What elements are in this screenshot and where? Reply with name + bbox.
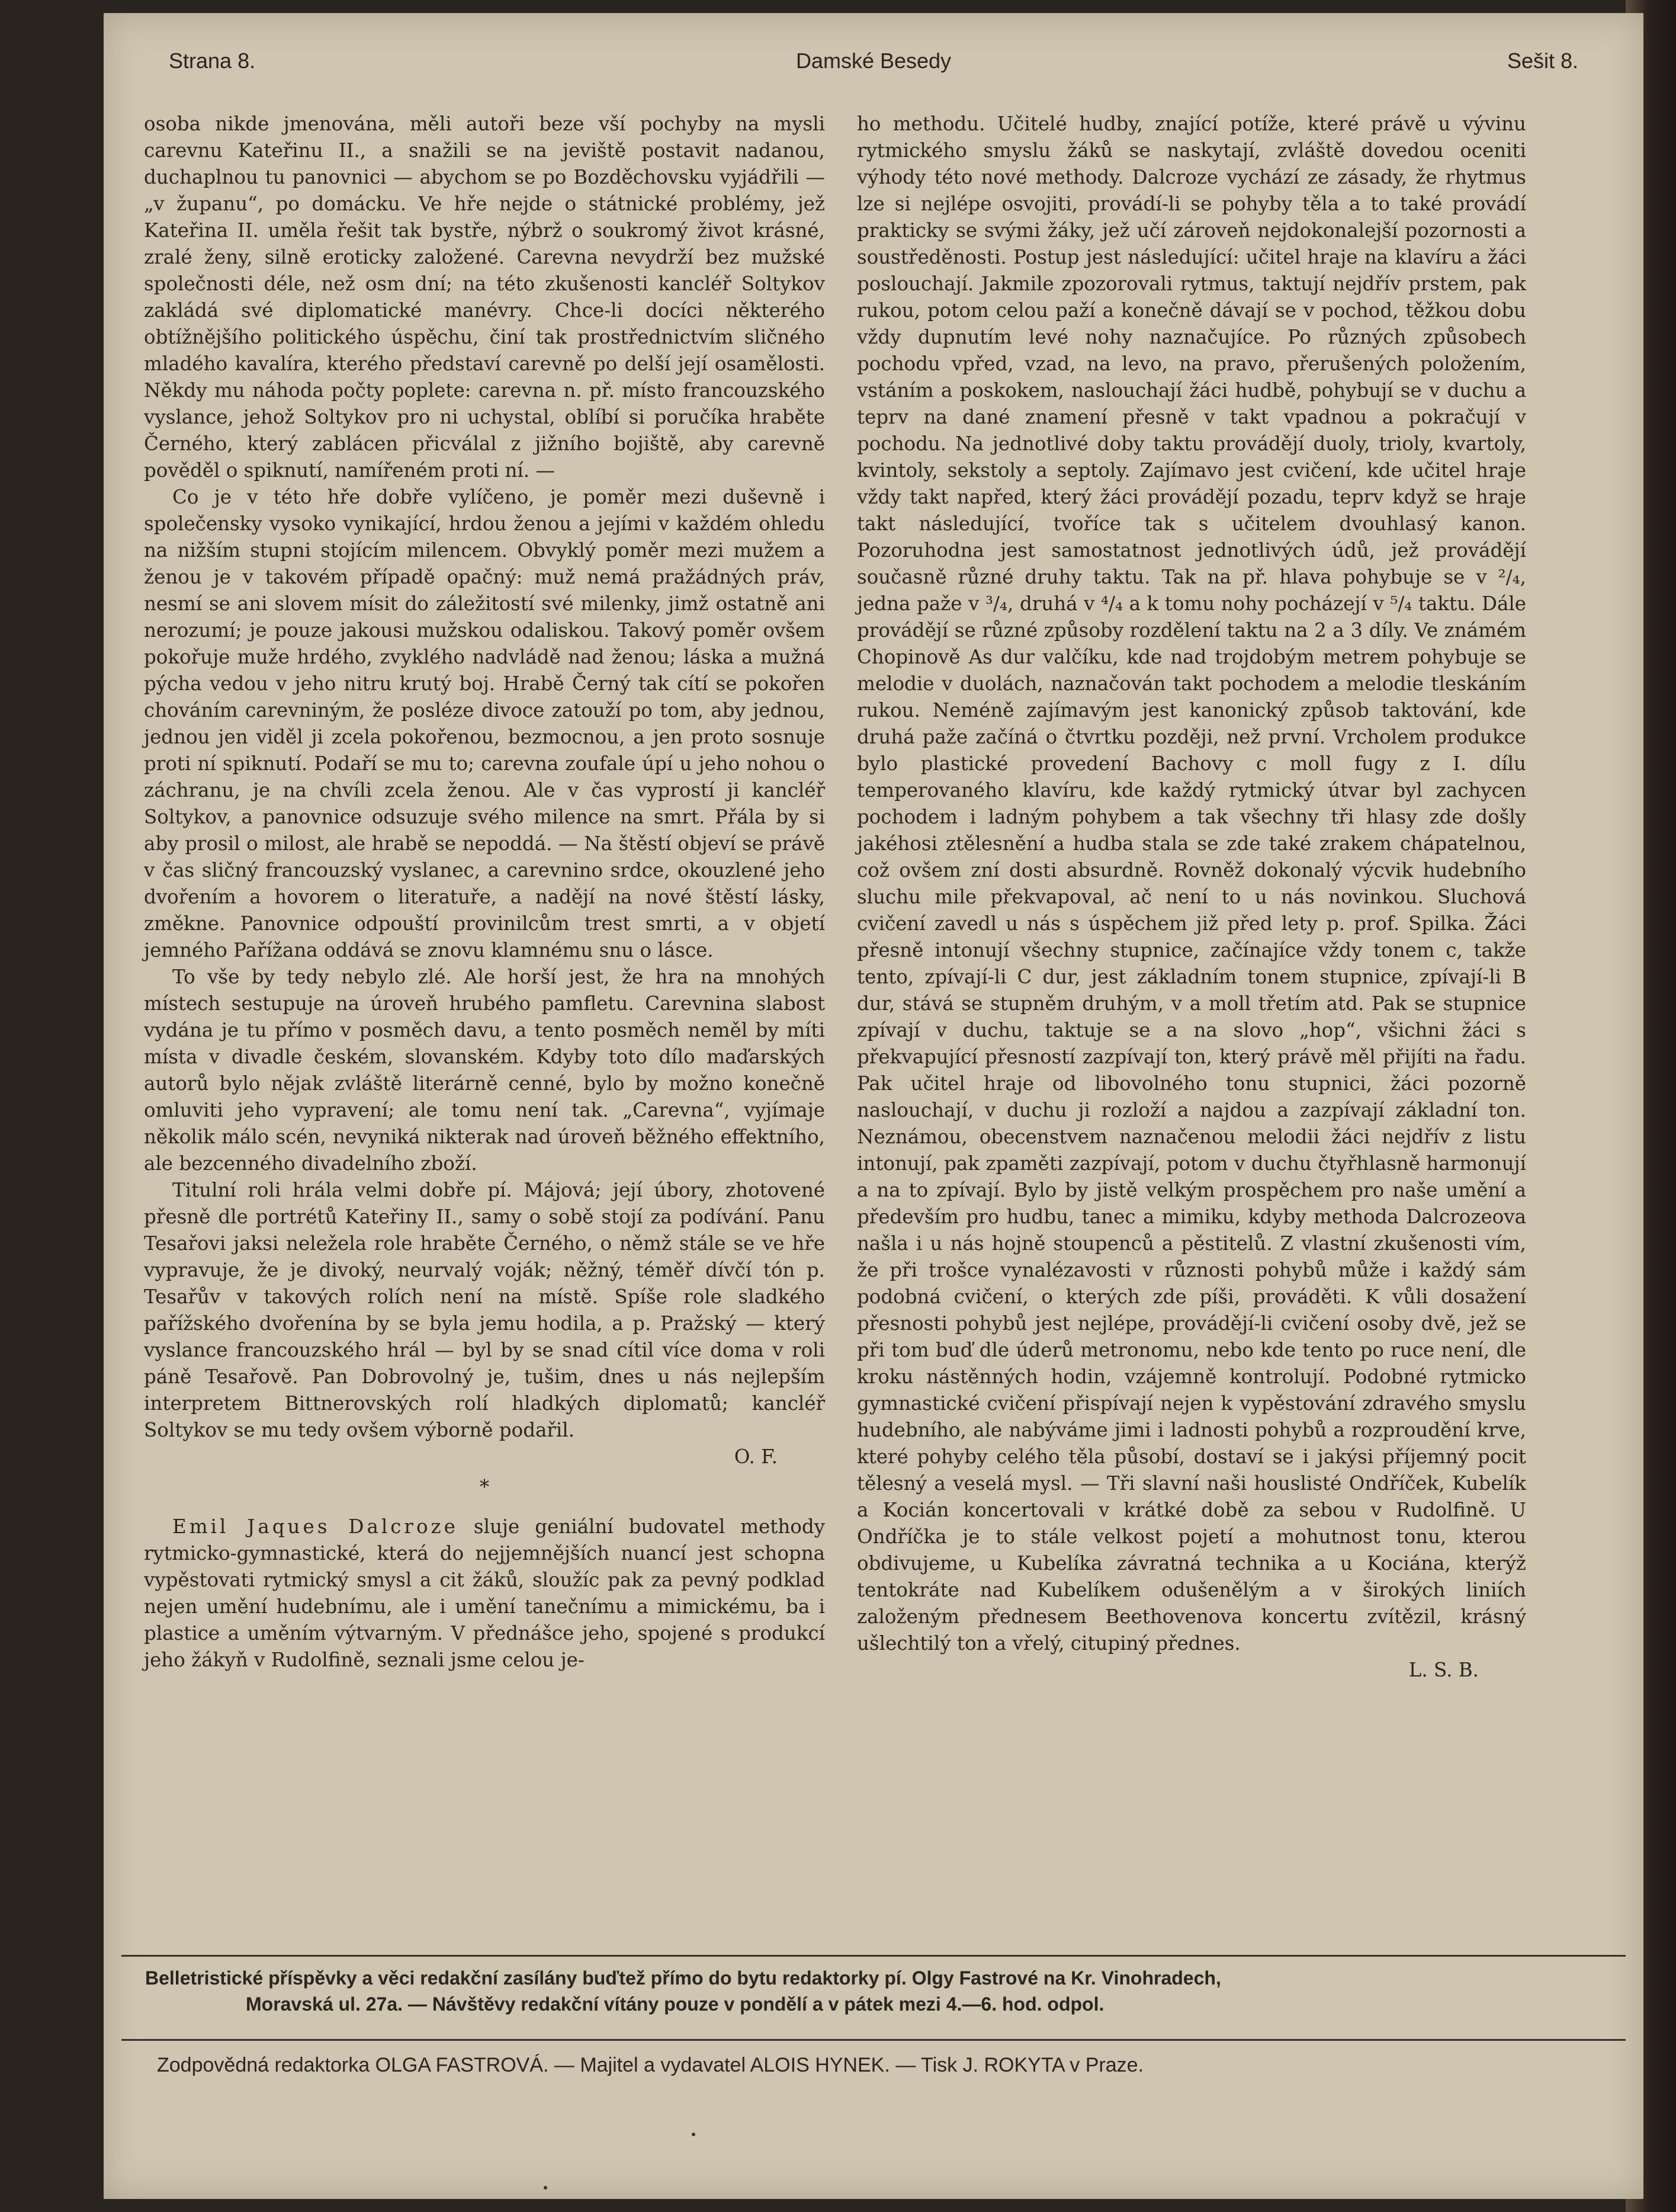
paragraph: Titulní roli hrála velmi dobře pí. Májová; její úbory, zhotovené přesně dle portrétů Kateřiny II., samy o sobě stojí za podívání. Panu Tesařovi jaksi neležela role hraběte Černého, o němž stále se ve hře vypravuje, že je divoký, neurvalý voják; něžný, téměř dívčí tón p. Tesařův v takových rolích není na místě. Spíše role sladkého pařížského dvořenína by se byla jemu hodila, a p. Pražský — který vyslance francouzského hrál — byl by se snad cítil více doma v roli páně Tesařově. Pan Dobrovolný je, tušim, dnes u nás nejlepším interpretem Bittnerovských rolí hladkých diplomatů; kancléř Soltykov se mu tedy ovšem výborně podařil.	[144, 1179, 825, 1441]
author-signature: L. S. B.	[1408, 1659, 1479, 1681]
editorial-notice	[145, 1965, 1543, 2017]
paper-speck	[544, 2186, 547, 2189]
left-column	[144, 111, 825, 1674]
paragraph: ho methodu. Učitelé hudby, znající potíže, které právě u vývinu rytmického smyslu žáků se naskytají, zvláště dovedou oceniti výhody této nové methody. Dalcroze vychází ze zásady, že rhytmus lze si nejlépe osvojiti, provádí-li se pohyby těla a to také provádí prakticky se svými žáky, jež učí zároveň nejdokonalejší pozornosti a soustředěnosti. Postup jest následující: učitel hraje na klavíru a žáci poslouchají. Jakmile zpozorovali rytmus, taktují nejdřív prstem, pak rukou, potom celou paží a konečně dávají se v pochod, těžkou dobu vždy dupnutím levé nohy naznačujíce. Po různých způsobech pochodu vpřed, vzad, na levo, na pravo, přerušených položením, vstáním a poskokem, naslouchají žáci hudbě, pohybují se v duchu a teprv na dané znamení přesně v takt vpadnou a pokračují v pochodu. Na jednotlivé doby taktu provádějí duoly, trioly, kvartoly, kvintoly, sekstoly a septoly. Zajímavo jest cvičení, kde učitel hraje vždy takt napřed, který žáci provádějí pozadu, teprv když se hraje takt následující, tvoříce tak s učitelem dvouhlasý kanon. Pozoruhodna jest samostatnost jednotlivých údů, jež provádějí současně různé druhy taktu. Tak na př. hlava pohybuje se v ²/₄, jedna paže v ³/₄, druhá v ⁴/₄ a k tomu nohy pocházejí v ⁵/₄ taktu. Dále provádějí se různé způsoby rozdělení taktu na 2 a 3 díly. Ve známém Chopinově As dur valčíku, kde nad trojdobým metrem pohybuje se melodie v duolách, naznačován takt pochodem a melodie tleskáním rukou. Neméně zajímavým jest kanonický způsob taktování, kde druhá paže začíná o čtvrtku později, než první. Vrcholem produkce bylo plastické provedení Bachovy c moll fugy z I. dílu temperovaného klavíru, kde každý rytmický útvar byl zachycen pochodem i ladným pohybem a tak všechny tři hlasy zde došly jakéhosi ztělesnění a hudba stala se zde také zrakem chápatelnou, což ovšem zní dosti absurdně. Rovněž dokonalý výcvik hudebního sluchu mile překvapoval, ač není to u nás novinkou. Sluchová cvičení zavedl u nás s úspěchem již před lety p. prof. Spilka. Žáci přesně intonují všechny stupnice, začínajíce vždy tonem c, takže tento, zpívají-li C dur, jest základním tonem stupnice, zpívají-li B dur, stává se stupněm druhým, v a moll třetím atd. Pak se stupnice zpívají v duchu, taktuje se a na slovo „hop“, všichni žáci s překvapující přesností zazpívají ton, který právě měl přijíti na řadu. Pak učitel hraje od libovolného tonu stupnici, žáci pozorně naslouchají, v duchu ji rozloží a najdou a zazpívají základní ton. Neznámou, obecenstvem naznačenou melodii žáci nejdřív z listu intonují, pak zpaměti zazpívají, potom v duchu čtyřhlasně harmonují a na to zpívají. Bylo by jistě velkým prospěchem pro naše umění a především pro hudbu, tanec a mimiku, kdyby methoda Dalcrozeova našla i u nás hojně stoupenců a pěstitelů. Z vlastní zkušenosti vím, že při trošce vynalézavosti v různosti pohybů může i každý sám podobná cvičení, o kterých zde píši, prováděti. K vůli dosažení přesnosti pohybů jest nejlépe, provádějí-li cvičení osoby dvě, jež se při tom buď dle úderů metronomu, nebo kde tento po ruce není, dle kroku nástěnných hodin, vzájemně kontrolují. Podobné rytmicko gymnastické cvičení přispívají nejen k vypěstování zdravého smyslu hudebního, ale nabýváme jimi i ladnosti pohybů a rozproudění krve, které pohyby celého těla působí, dostaví se i jakýsi příjemný pocit tělesný a veselá mysl. — Tři slavní naši houslisté Ondříček, Kubelík a Kocián koncertovali v krátké době za sebou v Rudolfině. U Ondříčka je to stále velkost pojetí a mohutnost tonu, kterou obdivujeme, u Kubelíka závratná technika a u Kociána, kterýž tentokráte nad Kubelíkem odušenělým a v širokých liniích založeným přednesem Beethovenova koncertu zvítězil, krásný ušlechtilý ton a vřelý, citupiný přednes.	[857, 113, 1526, 1655]
page-header	[169, 49, 1578, 90]
paragraph: Co je v této hře dobře vylíčeno, je poměr mezi duševně i společensky vysoko vynikající, hrdou ženou a jejími v každém ohledu na nižším stupni stojícím milencem. Obvyklý poměr mezi mužem a ženou je v takovém případě opačný: muž nemá pražádných práv, nesmí se ani slovem mísit do záležitostí své milenky, jimž ostatně ani nerozumí; je pouze jakousi mužskou odaliskou. Takový poměr ovšem pokořuje muže hrdého, zvyklého nadvládě nad ženou; láska a mužná pýcha vedou v jeho nitru krutý boj. Hrabě Černý tak cítí se pokořen chováním carevniným, že posléze divoce zatouží po tom, aby jednou, jednou jen viděl ji zcela pokořenou, bezmocnou, a jen proto sosnuje proti ní spiknutí. Podaří se mu to; carevna zoufale úpí u jeho nohou o záchranu, je na chvíli zcela ženou. Ale v čas vyprostí ji kancléř Soltykov, a panovnice odsuzuje svého milence na smrt. Přála by si aby prosil o milost, ale hrabě se nepoddá. — Na štěstí objeví se právě v čas sličný francouzský vyslanec, a carevnino srdce, okouzlené jeho dvořením a hovorem o literatuře, a nadějí na nové štěstí lásky, změkne. Panovnice odpouští provinilcům trest smrti, a v objetí jemného Pařížana oddává se znovu klamnému snu o lásce.	[144, 486, 825, 961]
paragraph: osoba nikde jmenována, měli autoři beze vší pochyby na mysli carevnu Kateřinu II., a snažili se na jeviště postavit nadanou, duchaplnou tu panovnici — abychom se po Bozděchovsku vyjádřili — „v županu“, po domácku. Ve hře nejde o státnické problémy, jež Kateřina II. uměla řešit tak bystře, nýbrž o soukromý život krásné, zralé ženy, silně eroticky založené. Carevna nevydrží bez mužské společnosti déle, než osm dní; na této zkušenosti kancléř Soltykov zakládá své diplomatické manévry. Chce-li docíci některého obtížnějšího politického úspěchu, činí tak prostřednictvím sličného mladého kavalíra, kterého představí carevně po delší její osamělosti. Někdy mu náhoda počty poplete: carevna n. př. místo francouzského vyslance, jehož Soltykov pro ni uchystal, oblíbí si poručíka hraběte Černého, který zablácen přicválal z jižního bojiště, aby carevně pověděl o spiknutí, namířeném proti ní. —	[144, 113, 825, 482]
paragraph: To vše by tedy nebylo zlé. Ale horší jest, že hra na mnohých místech sestupuje na úroveň hrubého pamfletu. Carevnina slabost vydána je tu přímo v posměch davu, a tento posměch neměl by míti místa v divadle českém, slovanském. Kdyby toto dílo maďarských autorů bylo nějak zvláště literárně cenné, bylo by možno konečně omluviti jeho vypravení; ale tomu není tak. „Carevna“, vyjímaje několik málo scén, nevyniká nikterak nad úroveň běžného effektního, ale bezcenného divadelního zboží.	[144, 966, 825, 1175]
paper-speck	[692, 2133, 695, 2136]
divider	[121, 1955, 1626, 1957]
emphasized-name: Emil Jaques Dalcroze	[172, 1515, 458, 1538]
paragraph	[144, 1514, 825, 1674]
notice-line: Belletristické příspěvky a věci redakční zasílány buďtež přímo do bytu redaktorky pí. Olgy Fastrové na Kr. Vinohradech,	[145, 1967, 1221, 1989]
issue-number: Sešit 8.	[1507, 49, 1578, 73]
imprint-line: Zodpovědná redaktorka OLGA FASTROVÁ. — Majitel a vydavatel ALOIS HYNEK. — Tisk J. ROKYTA v Praze.	[157, 2054, 1144, 2076]
paragraph-text: sluje geniální budovatel methody rytmicko-gymnastické, která do nejjemnějších nuancí jest schopna vypěstovati rytmický smysl a cit žáků, sloužíc pak za pevný podklad nejen umění hudebnímu, ale i umění tanečnímu a mimickému, ba i plastice a uměním výtvarným. V přednášce jeho, spojené s produkcí jeho žákyň v Rudolfině, seznali jsme celou je-	[144, 1515, 825, 1671]
magazine-page	[104, 13, 1643, 2199]
section-separator: *	[479, 1476, 490, 1498]
journal-title: Damské Besedy	[795, 49, 952, 73]
author-signature: O. F.	[734, 1445, 778, 1468]
right-column	[857, 111, 1526, 1684]
page-number: Strana 8.	[169, 49, 256, 73]
notice-line: Moravská ul. 27a. — Návštěvy redakční vítány pouze v pondělí a v pátek mezi 4.—6. hod. odpol.	[246, 1993, 1105, 2015]
divider	[121, 2039, 1626, 2041]
